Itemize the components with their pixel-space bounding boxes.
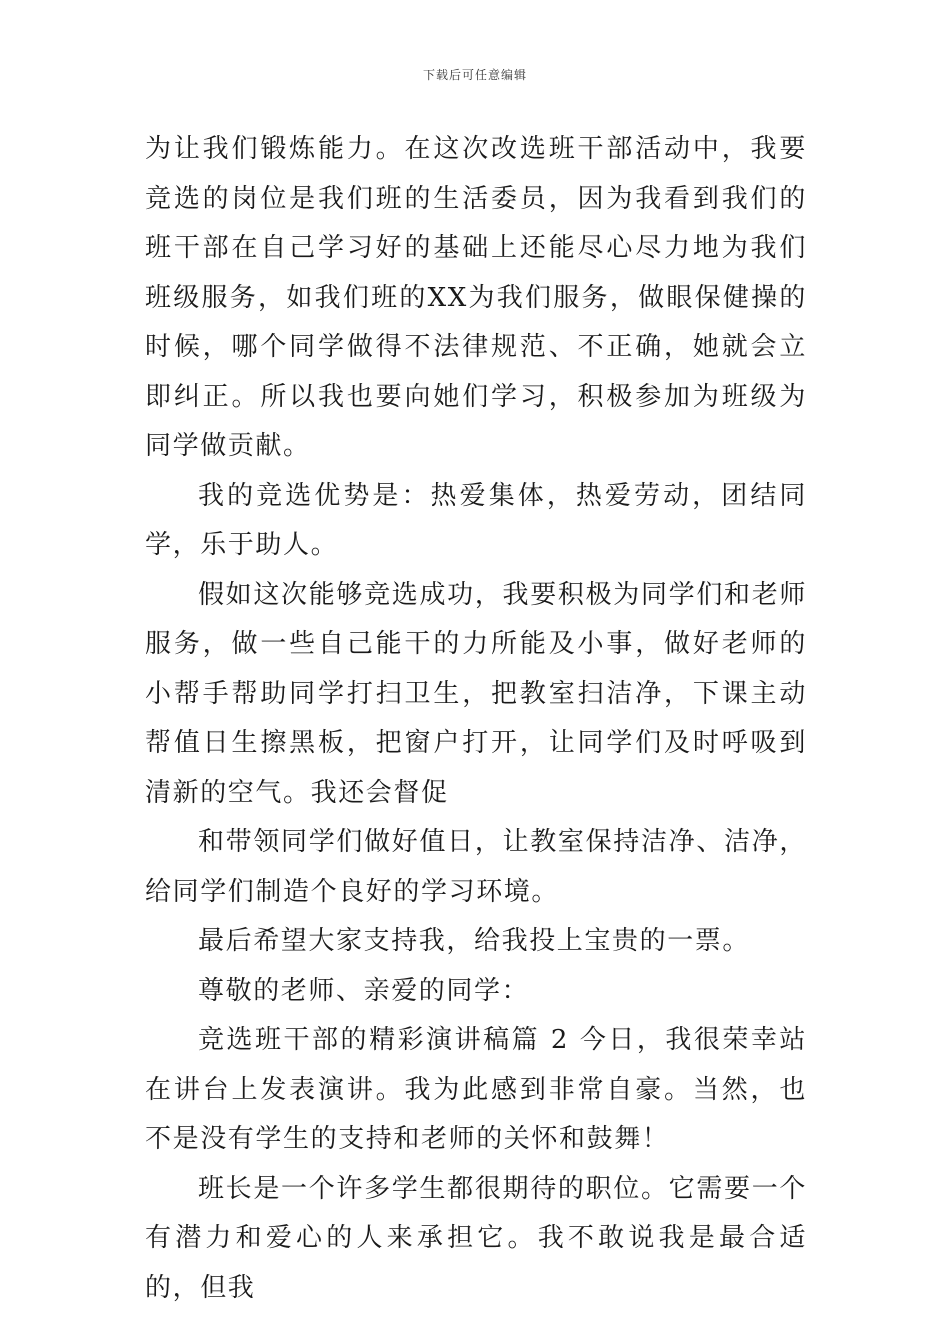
paragraph-8: 班长是一个许多学生都很期待的职位。它需要一个有潜力和爱心的人来承担它。我不敢说我是最合适的，但我 (145, 1173, 807, 1303)
paragraph-5: 最后希望大家支持我，给我投上宝贵的一票。 (198, 926, 751, 956)
paragraph-4: 和带领同学们做好值日，让教室保持洁净、洁净，给同学们制造个良好的学习环境。 (145, 827, 807, 907)
header-note: 下载后可任意编辑 (422, 68, 527, 82)
paragraph-1: 为让我们锻炼能力。在这次改选班干部活动中，我要竞选的岗位是我们班的生活委员，因为我看到我们的班干部在自己学习好的基础上还能尽心尽力地为我们班级服务，如我们班的XX为我们服务，做眼保健操的时候，哪个同学做得不法律规范、不正确，她就会立即纠正。所以我也要向她们学习，积极参加为班级为同学做贡献。 (145, 134, 807, 461)
paragraph-7: 竞选班干部的精彩演讲稿篇 2 今日，我很荣幸站在讲台上发表演讲。我为此感到非常自豪。当然，也不是没有学生的支持和老师的关怀和鼓舞！ (145, 1025, 807, 1154)
paragraph-6: 尊敬的老师、亲爱的同学： (198, 975, 530, 1006)
paragraph-3: 假如这次能够竞选成功，我要积极为同学们和老师服务，做一些自己能干的力所能及小事，做好老师的小帮手帮助同学打扫卫生，把教室扫洁净，下课主动帮值日生擦黑板，把窗户打开，让同学们及时呼吸到清新的空气。我还会督促 (145, 579, 807, 808)
paragraph-2: 我的竞选优势是：热爱集体，热爱劳动，团结同学，乐于助人。 (145, 480, 807, 560)
document-body (145, 125, 807, 1313)
